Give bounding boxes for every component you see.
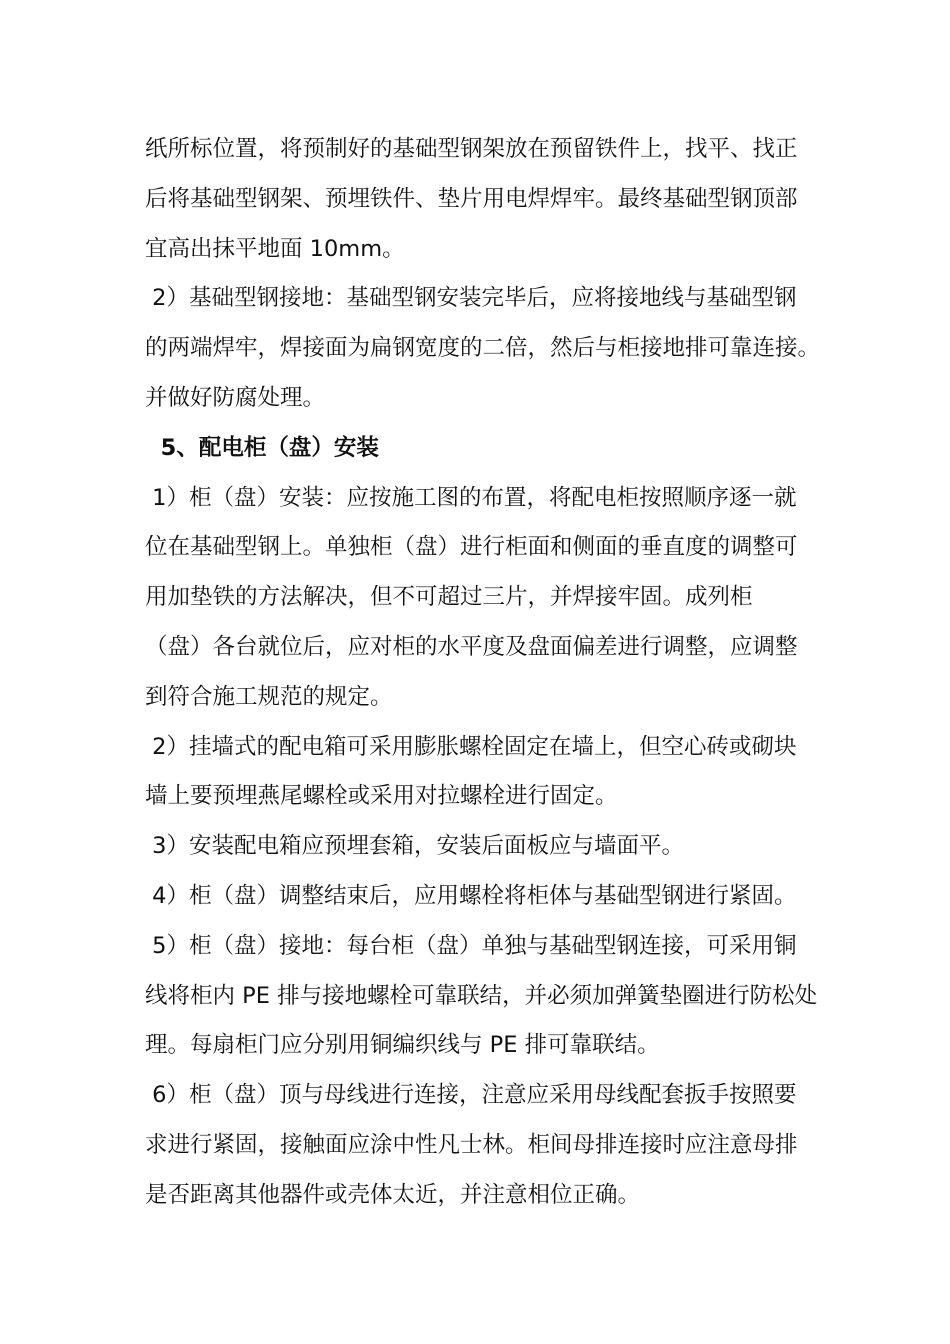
text-line: 3）安装配电箱应预埋套箱，安装后面板应与墙面平。	[145, 833, 684, 860]
text-line: 2）基础型钢接地：基础型钢安装完毕后，应将接地线与基础型钢	[145, 285, 797, 312]
text-line: 线将柜内 PE 排与接地螺栓可靠联结，并必须加弹簧垫圈进行防松处	[145, 982, 818, 1009]
paragraph	[145, 474, 835, 723]
text-line: 后将基础型钢架、预埋铁件、垫片用电焊焊牢。最终基础型钢顶部	[145, 185, 798, 212]
text-line: 是否距离其他器件或壳体太近，并注意相位正确。	[145, 1181, 641, 1208]
heading-text: 5、配电柜（盘）安装	[145, 434, 379, 461]
text-line: （盘）各台就位后，应对柜的水平度及盘面偏差进行调整，应调整	[145, 633, 798, 660]
paragraph	[145, 872, 835, 922]
paragraph	[145, 922, 835, 1071]
text-line: 到符合施工规范的规定。	[145, 683, 393, 710]
paragraph	[145, 274, 835, 423]
paragraph	[145, 1071, 835, 1220]
text-line: 1）柜（盘）安装：应按施工图的布置，将配电柜按照顺序逐一就	[145, 484, 797, 511]
text-line: 并做好防腐处理。	[145, 384, 326, 411]
text-line: 的两端焊牢，焊接面为扁钢宽度的二倍，然后与柜接地排可靠连接。	[145, 335, 821, 362]
text-line: 5）柜（盘）接地：每台柜（盘）单独与基础型钢连接，可采用铜	[145, 932, 797, 959]
text-line: 墙上要预埋燕尾螺栓或采用对拉螺栓进行固定。	[145, 783, 618, 810]
paragraph	[145, 125, 835, 274]
text-line: 4）柜（盘）调整结束后，应用螺栓将柜体与基础型钢进行紧固。	[145, 882, 797, 909]
text-line: 用加垫铁的方法解决，但不可超过三片，并焊接牢固。成列柜	[145, 584, 753, 611]
paragraph	[145, 723, 835, 823]
text-line: 6）柜（盘）顶与母线进行连接，注意应采用母线配套扳手按照要	[145, 1082, 797, 1109]
text-line: 纸所标位置，将预制好的基础型钢架放在预留铁件上，找平、找正	[145, 136, 798, 162]
text-line: 理。每扇柜门应分别用铜编织线与 PE 排可靠联结。	[145, 1032, 660, 1059]
section-heading	[145, 424, 835, 474]
paragraph	[145, 822, 835, 872]
text-line: 求进行紧固，接触面应涂中性凡士林。柜间母排连接时应注意母排	[145, 1131, 798, 1158]
text-line: 宜高出抹平地面 10mm。	[145, 235, 405, 262]
document-page	[145, 125, 835, 1221]
text-line: 2）挂墙式的配电箱可采用膨胀螺栓固定在墙上，但空心砖或砌块	[145, 733, 797, 760]
text-line: 位在基础型钢上。单独柜（盘）进行柜面和侧面的垂直度的调整可	[145, 534, 798, 561]
